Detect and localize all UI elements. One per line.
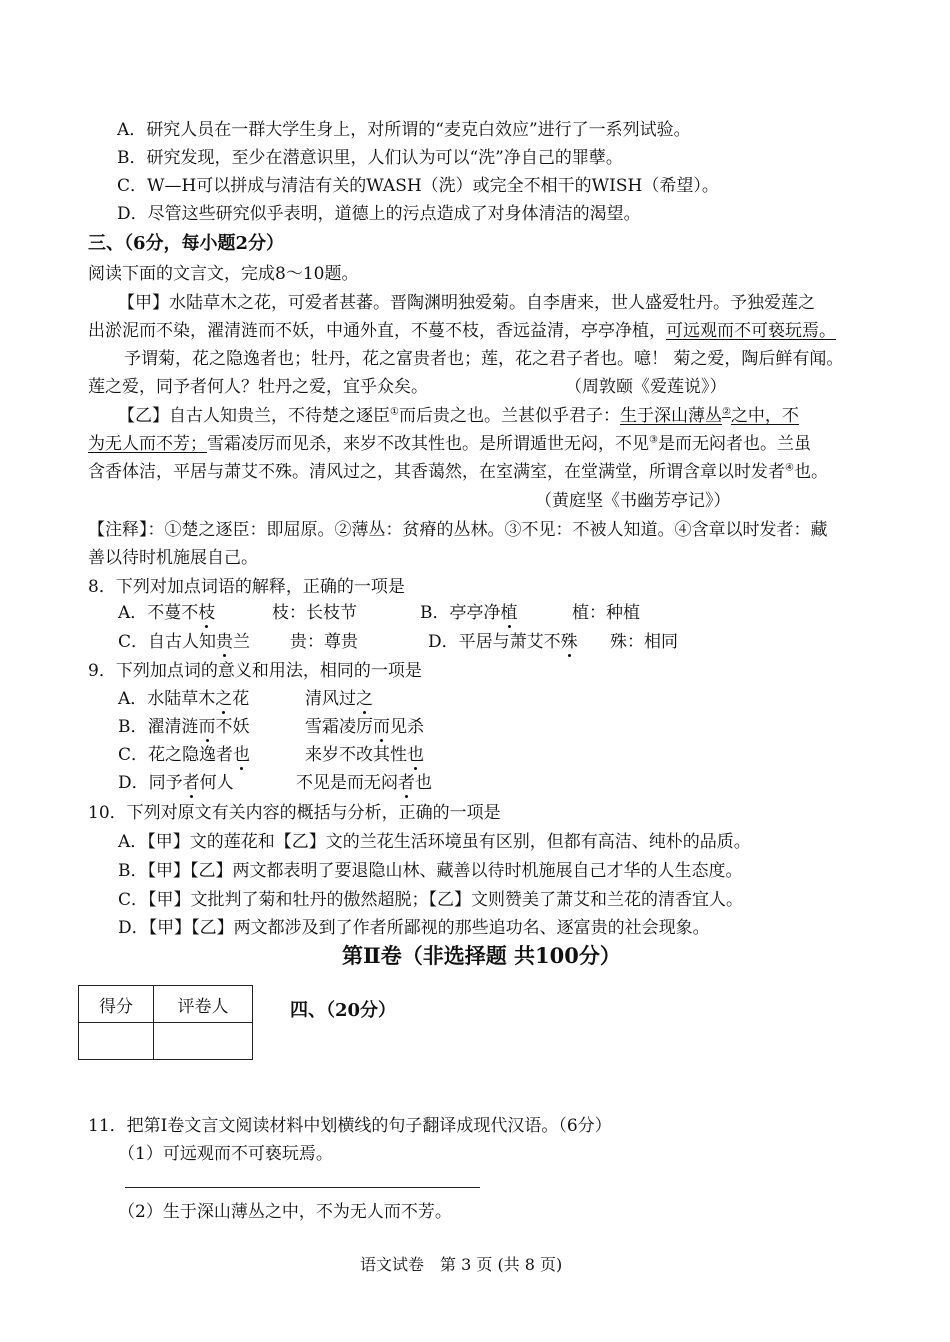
jia-line-1: 【甲】水陆草木之花，可爱者甚蕃。晋陶渊明独爱菊。自李唐来，世人盛爱牡丹。予独爱莲之 <box>118 293 815 313</box>
answer-line[interactable] <box>125 1187 480 1188</box>
note-mark-1: ① <box>390 406 399 418</box>
grader-header: 评卷人 <box>154 986 253 1023</box>
yi-line-2 <box>88 433 811 455</box>
yi-underlined-1: 生于深山薄丛 <box>619 406 722 426</box>
q9-option-c1: C．花之隐逸者也 <box>118 745 251 765</box>
score-cell[interactable] <box>79 1023 154 1060</box>
jia-line-3: 予谓菊，花之隐逸者也；牡丹，花之富贵者也；莲，花之君子者也。噫！ 菊之爱，陶后鲜有闻。 <box>124 349 844 369</box>
q8-a-word: A．不蔓不枝 <box>118 603 216 623</box>
q8-stem: 8．下列对加点词语的解释，正确的一项是 <box>88 577 405 597</box>
yi-line-2b: 是而无闷者也。兰虽 <box>657 434 811 454</box>
q9-option-d1: D．同予者何人 <box>118 773 234 793</box>
q9-option-d2: 不见是而无闷者也 <box>296 773 432 793</box>
section3-heading: 三、（6分，每小题2分） <box>88 233 285 254</box>
yi-line-1b: 而后贵之也。兰甚似乎君子： <box>398 406 620 426</box>
option-c-prev: C．W—H可以拼成与清洁有关的WASH（洗）或完全不相干的WISH（希望）。 <box>117 176 719 196</box>
page-footer: 语文试卷 第 3 页 (共 8 页) <box>360 1255 563 1274</box>
q10-stem: 10．下列对原文有关内容的概括与分析，正确的一项是 <box>88 803 501 823</box>
q10-option-c: C．【甲】文批判了菊和牡丹的傲然超脱；【乙】文则赞美了萧艾和兰花的清香宜人。 <box>118 890 744 910</box>
note-mark-3: ③ <box>649 434 658 446</box>
q10-option-b: B．【甲】【乙】两文都表明了要退隐山林、藏善以待时机施展自己才华的人生态度。 <box>118 861 743 881</box>
q8-d-explanation: 殊：相同 <box>610 632 678 652</box>
notes-line-1: 【注释】：①楚之逐臣：即屈原。②薄丛：贫瘠的丛林。③不见：不被人知道。④含章以时发者：藏 <box>88 520 828 540</box>
jia-source: （周敦颐《爱莲说》） <box>565 377 727 397</box>
jia-line-4: 莲之爱，同予者何人？牡丹之爱，宜乎众矣。 <box>88 377 428 397</box>
jia-line-2-text: 出淤泥而不染，濯清涟而不妖，中通外直，不蔓不枝，香远益清，亭亭净植， <box>88 321 666 341</box>
q8-option-a <box>118 602 215 624</box>
q8-option-d: D．平居与萧艾不殊 <box>428 632 578 652</box>
q8-option-c: C．自古人知贵兰 <box>118 632 251 652</box>
q11-sentence-1: （1）可远观而不可亵玩焉。 <box>118 1144 333 1164</box>
yi-source: （黄庭坚《书幽芳亭记》） <box>535 491 731 511</box>
score-header: 得分 <box>79 986 154 1023</box>
q11-stem: 11．把第Ⅰ卷文言文阅读材料中划横线的句子翻译成现代汉语。（6分） <box>88 1116 612 1136</box>
option-a-prev: A．研究人员在一群大学生身上，对所谓的“麦克白效应”进行了一系列试验。 <box>117 120 691 140</box>
q8-b-explanation: 植：种植 <box>572 603 640 623</box>
notes-line-2: 善以待时机施展自己。 <box>88 548 258 568</box>
option-b-prev: B．研究发现，至少在潜意识里，人们认为可以“洗”净自己的罪孽。 <box>117 148 623 168</box>
jia-line-2 <box>88 320 836 342</box>
section4-heading: 四、（20分） <box>290 1000 397 1021</box>
yi-line-3 <box>88 461 828 483</box>
q9-option-c2: 来岁不改其性也 <box>305 745 424 765</box>
note-mark-2: ② <box>721 406 731 418</box>
q9-option-b1: B．濯清涟而不妖 <box>118 717 250 737</box>
yi-line-3b: 也。 <box>793 462 828 482</box>
yi-line-2a: 雪霜凌厉而见杀，来岁不改其性也。是所谓遁世无闷，不见 <box>207 434 649 454</box>
q8-c-explanation: 贵：尊贵 <box>290 632 358 652</box>
q9-stem: 9．下列加点词的意义和用法，相同的一项是 <box>88 661 422 681</box>
q8-option-b: B．亭亭净植 <box>420 603 518 623</box>
yi-line-1a: 【乙】自古人知贵兰，不待楚之逐臣 <box>118 406 390 426</box>
q10-option-a: A．【甲】文的莲花和【乙】文的兰花生活环境虽有区别，但都有高洁、纯朴的品质。 <box>118 832 751 852</box>
q11-sentence-2: （2）生于深山薄丛之中，不为无人而不芳。 <box>118 1202 452 1222</box>
yi-underlined-3: 为无人而不芳； <box>88 434 207 454</box>
q9-option-b2: 雪霜凌厉而见杀 <box>305 717 424 737</box>
jia-underlined-sentence: 可远观而不可亵玩焉。 <box>666 321 836 341</box>
q9-option-a1: A．水陆草木之花 <box>118 689 250 709</box>
part2-title: 第Ⅱ卷（非选择题 共100分） <box>342 943 621 968</box>
yi-underlined-2: 之中，不 <box>730 406 799 426</box>
yi-line-3a: 含香体洁，平居与萧艾不殊。清风过之，其香蔼然，在室满室，在堂满堂，所谓含章以时发者 <box>88 462 785 482</box>
section3-instruction: 阅读下面的文言文，完成8～10题。 <box>88 264 359 284</box>
q9-option-a2: 清风过之 <box>305 689 373 709</box>
grader-cell[interactable] <box>154 1023 253 1060</box>
note-mark-4: ④ <box>785 462 794 474</box>
q8-a-explanation: 枝：长枝节 <box>272 603 357 623</box>
score-table <box>78 985 253 1060</box>
option-d-prev: D．尽管这些研究似乎表明，道德上的污点造成了对身体清洁的渴望。 <box>117 204 641 224</box>
q10-option-d: D．【甲】【乙】两文都涉及到了作者所鄙视的那些追功名、逐富贵的社会现象。 <box>118 918 710 938</box>
yi-line-1 <box>118 405 799 427</box>
